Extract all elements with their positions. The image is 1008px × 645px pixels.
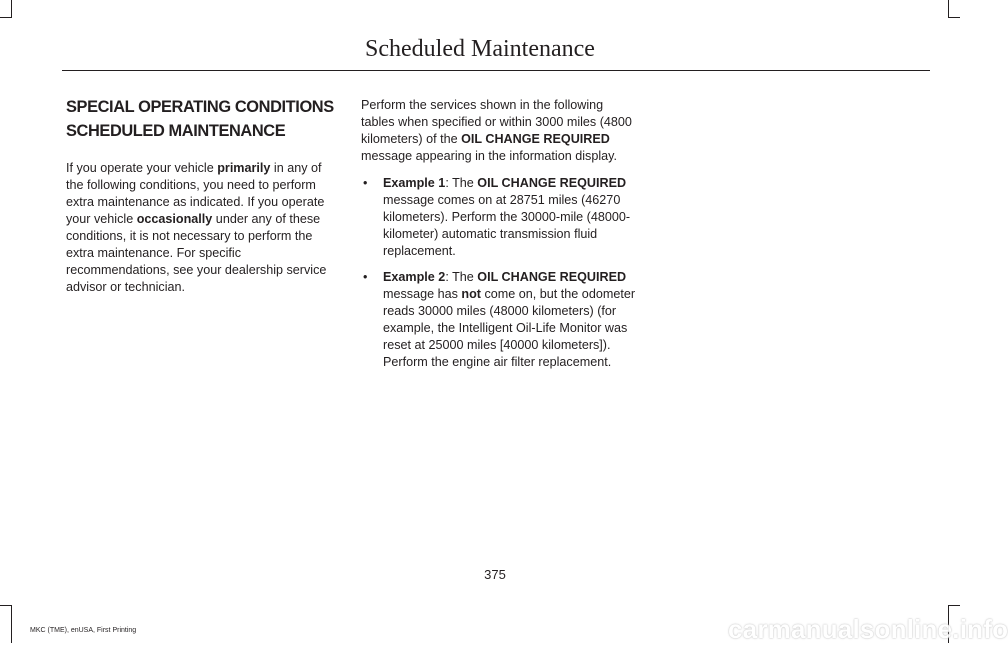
text-run: under any of these conditions, it is not necessary to perform the extra maintenance. For specific recommendations, see your dealership service advisor or technician. (66, 212, 327, 294)
text-run: come on, but the odometer reads 30000 miles (48000 kilometers) (for example, the Intelligent Oil-Life Monitor was reset at 25000 miles [40000 kilometers]). Perform the engine air filter replacement. (383, 287, 636, 369)
text-run-bold: OIL CHANGE REQUIRED (461, 132, 610, 146)
left-column (66, 97, 342, 296)
text-run-bold: occasionally (136, 212, 213, 226)
text-run: Perform the services shown in the following tables when specified or within 3000 miles (4800 kilometers) of the (361, 98, 632, 146)
crop-mark-top-right-h (948, 17, 960, 18)
text-run: message comes on at 28751 miles (46270 kilometers). Perform the 30000-mile (48000-kilometer) automatic transmission fluid replacement. (383, 193, 631, 258)
bullet-icon: • (363, 176, 368, 190)
text-run-bold: OIL CHANGE REQUIRED (477, 176, 627, 190)
text-run: : The (445, 176, 478, 190)
text-run: message has (383, 287, 462, 301)
crop-mark-bottom-right-h (948, 605, 960, 606)
text-run-bold: primarily (217, 161, 271, 175)
crop-mark-top-left-h (0, 17, 12, 18)
text-run-bold: Example 1 (383, 176, 446, 190)
section-heading-scheduled-maintenance: SCHEDULED MAINTENANCE (66, 122, 286, 140)
middle-column (361, 97, 636, 380)
text-run: : The (445, 270, 478, 284)
list-item-example-2 (361, 269, 636, 371)
header-divider (62, 70, 930, 71)
crop-mark-bottom-left-h (0, 605, 12, 606)
text-run: message appearing in the information display. (361, 149, 617, 163)
example-list (361, 175, 636, 371)
special-conditions-paragraph (66, 160, 342, 296)
watermark-logo: carmanualsonline.info (728, 614, 1008, 644)
list-item-example-1 (361, 175, 636, 260)
crop-mark-top-right-v (948, 0, 949, 18)
page-header-title: Scheduled Maintenance (365, 36, 595, 62)
page-number: 375 (484, 567, 506, 582)
text-run-bold: OIL CHANGE REQUIRED (477, 270, 627, 284)
section-heading-special-operating-conditions: SPECIAL OPERATING CONDITIONS (66, 98, 334, 116)
text-run: If you operate your vehicle (66, 161, 218, 175)
services-intro-paragraph (361, 97, 636, 165)
text-run-bold: Example 2 (383, 270, 446, 284)
edition-footer: MKC (TME), enUSA, First Printing (30, 627, 137, 634)
crop-mark-bottom-left-v (11, 605, 12, 643)
text-run: in any of the following conditions, you need to perform extra maintenance as indicated. If you operate your vehicle (66, 161, 325, 226)
bullet-icon: • (363, 270, 368, 284)
text-run-bold: not (461, 287, 481, 301)
crop-mark-top-left-v (11, 0, 12, 18)
